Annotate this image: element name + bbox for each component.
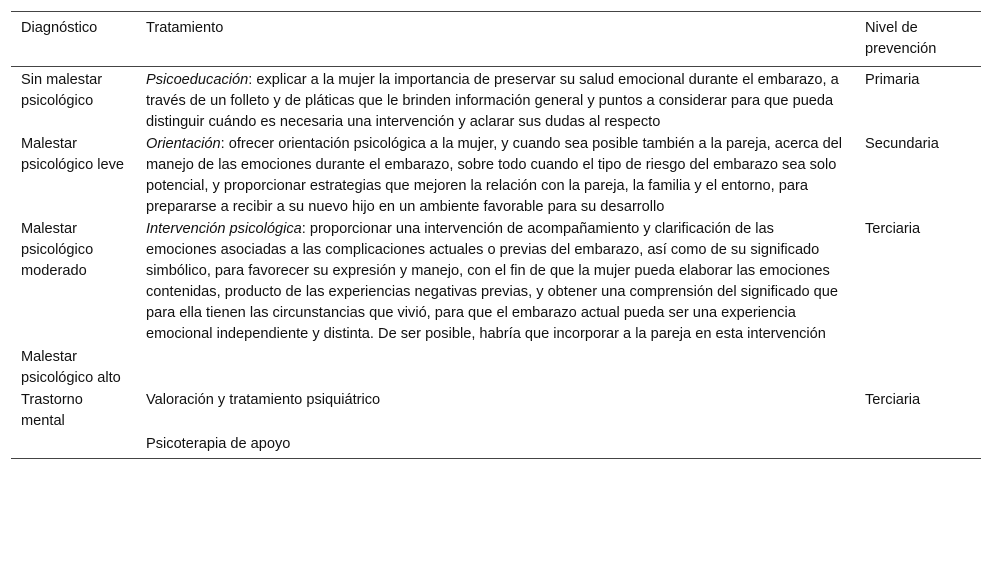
table-row: [11, 133, 981, 218]
cell-diagnostico: Sin malestar psicológico: [21, 72, 103, 109]
cell-tratamiento: [136, 133, 855, 218]
table-body: [11, 67, 981, 459]
header-tratamiento: Tratamiento: [146, 20, 224, 36]
cell-nivel: [855, 345, 981, 389]
treatment-term: Intervención psicológica: [146, 221, 302, 237]
treatment-text-2: Psicoterapia de apoyo: [146, 436, 291, 452]
cell-diagnostico: Malestar psicológico leve: [21, 136, 125, 173]
table-row: [11, 67, 981, 134]
cell-diagnostico: Trastorno mental: [21, 392, 83, 429]
cell-diagnostico: Malestar psicológico moderado: [21, 221, 94, 279]
cell-tratamiento: [136, 67, 855, 134]
treatment-text: : proporcionar una intervención de acompañamiento y clarificación de las emociones asociadas a las complicaciones actuales o previas del embarazo, así como de su significado simbólico, para favorecer su expresión y manejo, con el fin de que la mujer pueda elaborar las emociones contenidas, producto de las experiencias negativas previas, y obtener una comprensión del significado que para ella tienen las circunstancias que vivió, para que el embarazo actual pueda ser una experiencia emocional independiente y distinta. De ser posible, habría que incorporar a la pareja en esta intervención: [146, 221, 839, 342]
treatment-term: Psicoeducación: [146, 72, 249, 88]
treatment-text: : ofrecer orientación psicológica a la mujer, y cuando sea posible también a la pareja, acerca del manejo de las emociones durante el embarazo, sobre todo cuando el tipo de riesgo del embarazo sea solo potencial, y proporcionar estrategias que mejoren la relación con la pareja, la familia y el entorno, para prepararse a recibir a su nuevo hijo en un ambiente favorable para su desarrollo: [146, 136, 843, 215]
treatment-text: Valoración y tratamiento psiquiátrico: [146, 392, 381, 408]
header-nivel: Nivel de prevención: [865, 20, 937, 57]
cell-nivel: Primaria: [865, 72, 920, 88]
header-diagnostico: Diagnóstico: [21, 20, 98, 36]
header-row: [11, 12, 981, 67]
treatment-term: Orientación: [146, 136, 221, 152]
cell-nivel: Terciaria: [865, 392, 921, 408]
cell-nivel: Secundaria: [865, 136, 939, 152]
table-header: [11, 12, 981, 67]
prevention-table: [11, 11, 981, 459]
cell-tratamiento: [136, 345, 855, 389]
table-row: [11, 218, 981, 345]
cell-diagnostico: Malestar psicológico alto: [21, 349, 121, 386]
treatment-text: : explicar a la mujer la importancia de preservar su salud emocional durante el embarazo, a través de un folleto y de pláticas que le brinden información general y puntos a considerar para que pueda distinguir cuándo es necesaria una intervención y aclarar sus dudas al respecto: [146, 72, 839, 130]
cell-nivel: Terciaria: [865, 221, 921, 237]
cell-tratamiento: [136, 389, 855, 459]
table-row: [11, 389, 981, 459]
table-row: [11, 345, 981, 389]
cell-tratamiento: [136, 218, 855, 345]
